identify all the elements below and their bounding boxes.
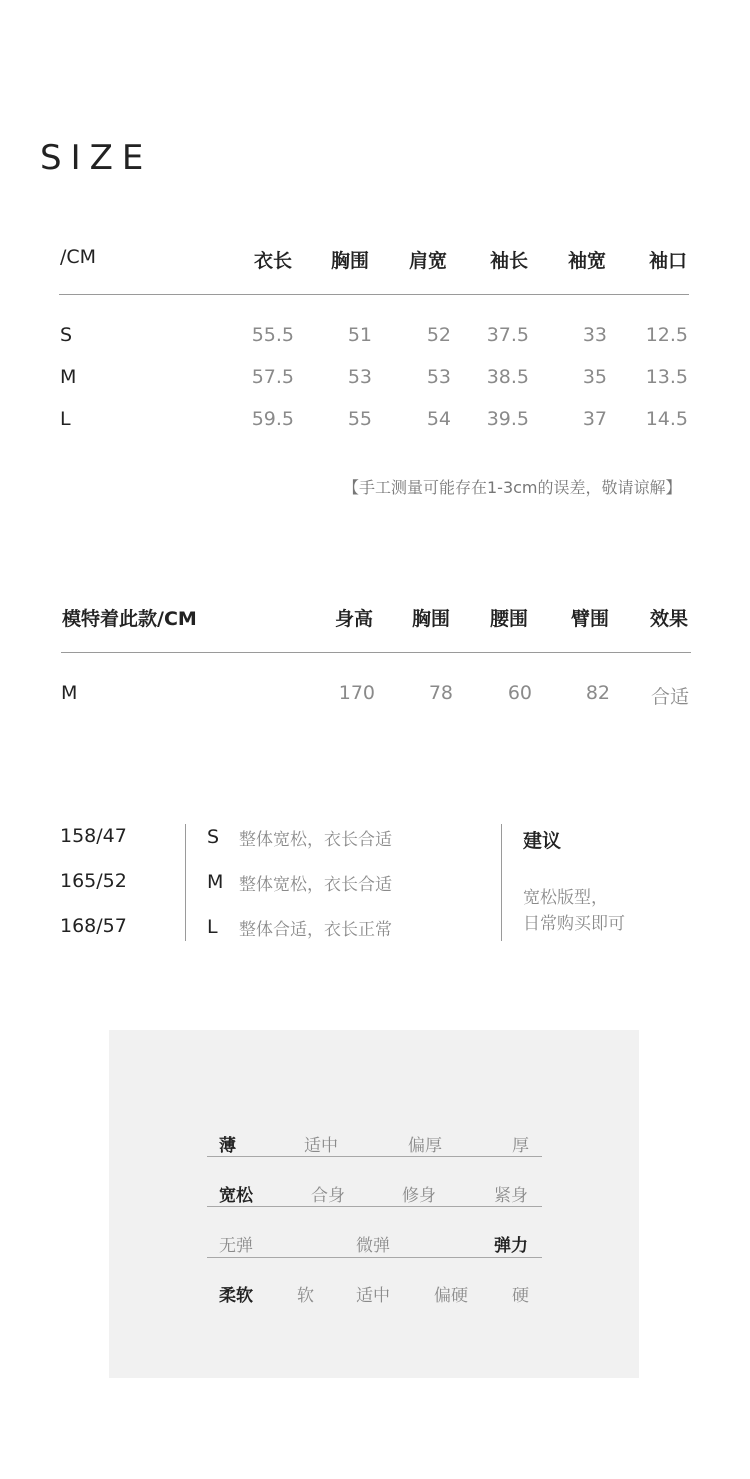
fit-size: S	[207, 826, 220, 848]
thickness-medium: 适中	[304, 1136, 338, 1156]
fit-description: 整体宽松，衣长合适	[239, 830, 392, 850]
row-size-m: M	[60, 366, 77, 388]
model-table-divider	[61, 652, 691, 653]
table-cell: 59.5	[251, 408, 294, 430]
table-cell: 53	[426, 366, 451, 388]
row-divider	[207, 1257, 542, 1258]
model-label: 模特着此款/CM	[62, 608, 197, 630]
table-cell: 37.5	[486, 324, 529, 346]
row-size-l: L	[60, 408, 71, 430]
row-divider	[207, 1156, 542, 1157]
model-size: M	[61, 682, 78, 704]
fabric-attributes-panel	[109, 1030, 639, 1378]
fit-measure: 168/57	[60, 915, 127, 937]
table-cell: 170	[338, 682, 375, 704]
thickness-thin: 薄	[219, 1136, 236, 1156]
softness-soft: 柔软	[219, 1286, 253, 1306]
fit-measure: 158/47	[60, 825, 127, 847]
advice-line-2: 日常购买即可	[523, 914, 625, 934]
fit-tight: 紧身	[494, 1186, 528, 1206]
softness-hard-ish: 偏硬	[434, 1286, 468, 1306]
fit-measure: 165/52	[60, 870, 127, 892]
softness-row	[207, 1267, 542, 1317]
fit-size: M	[207, 871, 224, 893]
row-divider	[207, 1206, 542, 1207]
table-cell: 52	[426, 324, 451, 346]
table-cell: 12.5	[645, 324, 688, 346]
fit-divider-left	[185, 824, 186, 941]
table-cell: 53	[347, 366, 372, 388]
advice-line-1: 宽松版型，	[523, 888, 608, 908]
size-table-unit-label: /CM	[60, 246, 97, 268]
fit-loose: 宽松	[219, 1186, 253, 1206]
table-cell: 39.5	[486, 408, 529, 430]
header-sleeve-length: 袖长	[490, 250, 529, 272]
table-cell: 57.5	[251, 366, 294, 388]
thickness-row	[207, 1117, 542, 1167]
elasticity-stretch: 弹力	[494, 1236, 528, 1256]
fit-divider-right	[501, 824, 502, 941]
fit-row	[207, 1167, 542, 1217]
table-cell: 82	[585, 682, 610, 704]
table-cell: 37	[582, 408, 607, 430]
fit-slim: 修身	[402, 1186, 436, 1206]
header-height: 身高	[335, 608, 374, 630]
fit-description: 整体宽松，衣长合适	[239, 875, 392, 895]
table-cell: 60	[507, 682, 532, 704]
advice-title: 建议	[523, 830, 562, 852]
fit-description: 整体合适，衣长正常	[239, 920, 392, 940]
fit-size: L	[207, 916, 218, 938]
softness-soft-mid: 软	[297, 1286, 314, 1306]
table-cell: 55	[347, 408, 372, 430]
thickness-thicker: 偏厚	[408, 1136, 442, 1156]
table-cell: 14.5	[645, 408, 688, 430]
table-cell: 合适	[650, 686, 689, 708]
header-waist: 腰围	[490, 608, 529, 630]
header-cuff: 袖口	[649, 250, 688, 272]
elasticity-none: 无弹	[219, 1236, 253, 1256]
measurement-note: 【手工测量可能存在1-3cm的误差，敬请谅解】	[343, 478, 682, 497]
table-cell: 13.5	[645, 366, 688, 388]
page-title: SIZE	[40, 138, 153, 178]
table-cell: 33	[582, 324, 607, 346]
table-cell: 55.5	[251, 324, 294, 346]
table-cell: 51	[347, 324, 372, 346]
header-chest: 胸围	[331, 250, 370, 272]
table-cell: 38.5	[486, 366, 529, 388]
table-cell: 54	[426, 408, 451, 430]
table-cell: 35	[582, 366, 607, 388]
elasticity-slight: 微弹	[356, 1236, 390, 1256]
thickness-thick: 厚	[512, 1136, 529, 1156]
header-sleeve-width: 袖宽	[568, 250, 607, 272]
header-length: 衣长	[254, 250, 293, 272]
row-size-s: S	[60, 324, 73, 346]
header-bust: 胸围	[412, 608, 451, 630]
size-table-divider	[59, 294, 689, 295]
header-shoulder: 肩宽	[409, 250, 448, 272]
elasticity-row	[207, 1217, 542, 1267]
header-effect: 效果	[650, 608, 689, 630]
softness-hard: 硬	[512, 1286, 529, 1306]
table-cell: 78	[428, 682, 453, 704]
header-arm: 臂围	[571, 608, 610, 630]
fit-regular: 合身	[311, 1186, 345, 1206]
softness-medium: 适中	[356, 1286, 390, 1306]
